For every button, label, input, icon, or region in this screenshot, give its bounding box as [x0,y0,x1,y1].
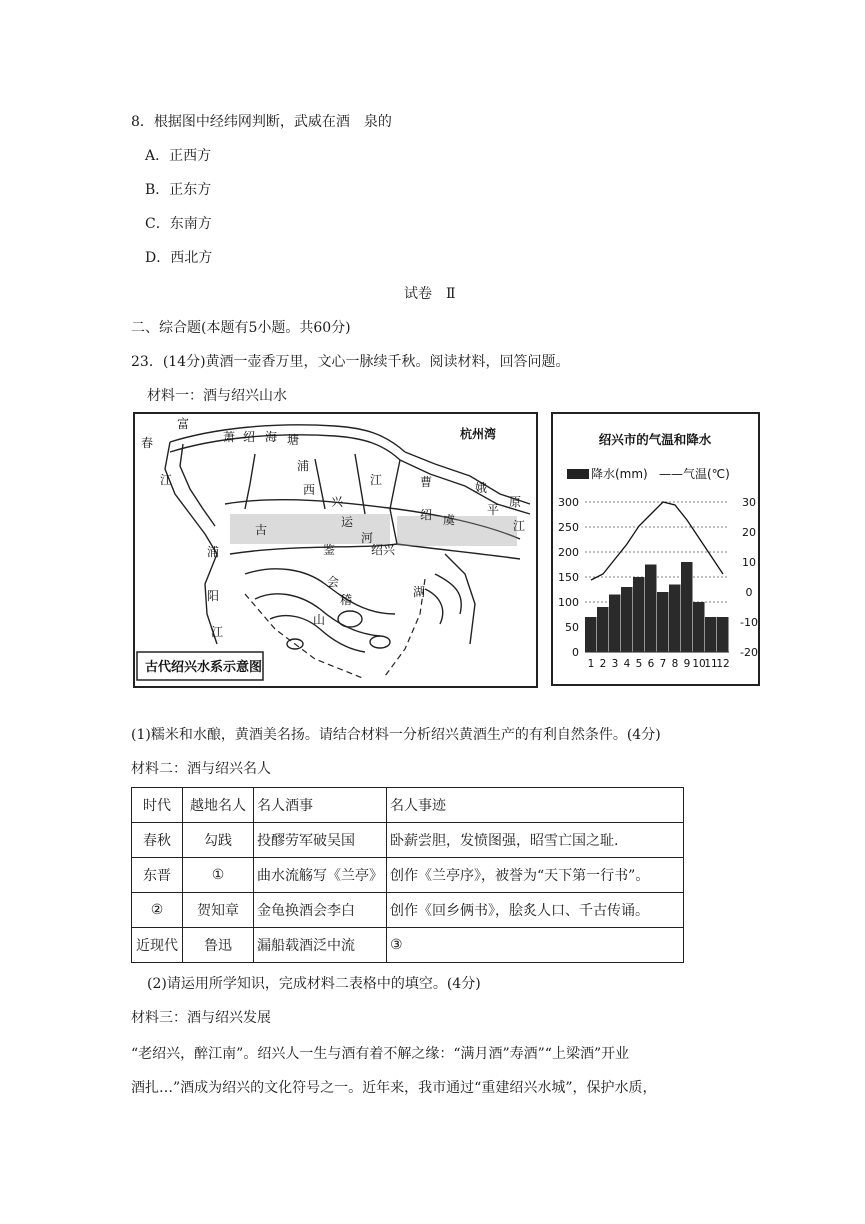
map-label-fu: 富 [177,417,190,431]
map-label-yuan: 原 [509,495,522,509]
y-left-tick-label: 100 [558,596,579,609]
legend-precip-swatch [567,469,589,479]
material3-paragraph-line2: 酒扎…”酒成为绍兴的文化符号之一。近年来，我市通过“重建绍兴水城”，保护水质， [131,1080,657,1096]
precip-bar [705,617,717,652]
y-left-tick-label: 50 [565,621,579,634]
material1-title: 材料一：酒与绍兴山水 [147,388,287,404]
table-cell: ③ [387,928,684,963]
map-label-cao: 曹 [420,475,433,489]
table-cell: 创作《回乡俩书》，脍炙人口、千古传诵。 [387,893,684,928]
q8-option-a: A．正西方 [145,148,212,164]
x-tick-label: 12 [716,658,730,670]
map-label-shao: 绍 [243,430,256,444]
table-cell: 金龟换酒会李白 [254,893,387,928]
precip-bar [693,602,705,652]
map-label-ping: 平 [487,503,500,517]
y-right-tick-label: 20 [742,526,756,539]
map-label-pu2: 浦 [297,459,310,473]
table-row [132,893,684,928]
precip-bar [681,562,693,652]
x-tick-label: 7 [659,658,667,670]
y-left-tick-label: 150 [558,571,579,584]
y-left-tick-label: 0 [572,646,579,659]
table-header: 名人酒事 [254,788,387,823]
celebrity-table [131,787,684,963]
x-tick-label: 4 [623,658,631,670]
table-cell: 勾践 [183,823,254,858]
map-label-hu: 湖 [413,585,426,599]
precip-bar [657,592,669,652]
map-label-xing: 兴 [331,495,344,509]
table-cell: ① [183,858,254,893]
table-cell: ② [132,893,183,928]
table-row [132,928,684,963]
map-label-jian: 鉴 [323,543,336,557]
x-tick-label: 3 [611,658,619,670]
q8-option-c: C．东南方 [145,216,212,232]
precip-bar [669,585,681,653]
q8-stem: 8．根据图中经纬网判断，武威在酒 泉的 [131,114,392,130]
material3-paragraph-line1: “老绍兴，醉江南”。绍兴人一生与酒有着不解之缘：“满月酒”寿酒”“上梁酒”开业 [131,1046,630,1062]
section2-heading: 二、综合题(本题有5小题。共60分) [131,320,351,336]
table-cell: 鲁迅 [183,928,254,963]
map-label-xiao: 萧 [223,430,236,444]
map-label-kuai: 会 [327,575,340,589]
x-tick-label: 8 [671,658,679,670]
map-label-shan: 山 [313,613,326,627]
y-left-tick-label: 250 [558,521,579,534]
x-tick-label: 10 [692,658,706,670]
table-header-row [132,788,684,823]
map-label-jiang4: 江 [513,519,526,533]
table-header: 越地名人 [183,788,254,823]
map-label-tang: 塘 [287,433,300,447]
x-tick-label: 9 [683,658,691,670]
table-cell: 投醪劳军破吴国 [254,823,387,858]
x-tick-label: 11 [704,658,718,670]
material3-title: 材料三：酒与绍兴发展 [131,1010,271,1026]
map-label-hai: 海 [265,430,278,444]
map-label-jiang1: 江 [160,473,173,487]
map-label-yu: 虞 [443,513,456,527]
legend-precip: 降水(mm) [591,467,648,481]
legend-temp: ——气温(℃) [659,467,730,481]
map-label-jiang3: 江 [370,473,383,487]
x-tick-label: 1 [587,658,595,670]
climate-chart-title: 绍兴市的气温和降水 [598,432,712,447]
map-label-xi: 西 [303,483,316,497]
table-row [132,858,684,893]
precip-bar [633,577,645,652]
map-label-chun: 春 [141,436,154,450]
y-right-tick-label: -20 [740,646,758,659]
precip-bar [585,617,597,652]
table-cell: 卧薪尝胆，发愤图强，昭雪亡国之耻. [387,823,684,858]
precip-bar [621,587,633,652]
precip-bar [717,617,729,652]
q23-sub1: (1)糯米和水酿，黄酒美名扬。请结合材料一分析绍兴黄酒生产的有利自然条件。(4分) [131,727,661,743]
table-cell: 曲水流觞写《兰亭》 [254,858,387,893]
map-label-shao2: 绍 [420,508,433,522]
table-cell: 贺知章 [183,893,254,928]
map-label-ji: 稽 [340,593,353,607]
x-tick-label: 5 [635,658,643,670]
y-right-tick-label: 0 [745,586,753,599]
q23-intro: 23．(14分)黄酒一壶香万里，文心一脉续千秋。阅读材料，回答问题。 [131,354,570,370]
y-right-tick-label: 10 [742,556,756,569]
map-label-e: 娥 [475,481,488,495]
map-label-gu: 古 [255,523,268,537]
map-label-hangzhou-bay: 杭州湾 [460,427,497,441]
y-left-tick-label: 200 [558,546,579,559]
map-label-yang1: 阳 [207,589,220,603]
climate-chart-svg [553,414,758,684]
table-cell: 漏船载酒泛中流 [254,928,387,963]
y-right-tick-label: 30 [742,496,756,509]
map-drawing [135,414,536,686]
x-tick-label: 2 [599,658,607,670]
climate-chart [551,412,760,686]
q23-sub2: (2)请运用所学知识，完成材料二表格中的填空。(4分) [147,976,481,992]
precip-bar [645,565,657,653]
table-cell: 春秋 [132,823,183,858]
precip-bar [609,595,621,653]
material2-title: 材料二：酒与绍兴名人 [131,761,271,777]
table-cell: 创作《兰亭序》，被誉为“天下第一行书”。 [387,858,684,893]
table-cell: 东晋 [132,858,183,893]
map-label-jiang2: 江 [211,625,224,639]
map-caption: 古代绍兴水系示意图 [145,660,263,675]
x-tick-label: 6 [647,658,655,670]
map-label-yun: 运 [341,515,354,529]
table-header: 名人事迹 [387,788,684,823]
y-left-tick-label: 300 [558,496,579,509]
table-cell: 近现代 [132,928,183,963]
map-label-he: 河 [361,531,374,545]
water-system-map [133,412,538,688]
table-header: 时代 [132,788,183,823]
y-right-tick-label: -10 [740,616,758,629]
climate-plot-area [558,496,758,670]
paper2-title: 试卷 Ⅱ [404,286,456,302]
q8-option-b: B．正东方 [145,182,212,198]
temperature-line [591,502,723,580]
precip-bar [597,607,609,652]
map-label-pu1: 浦 [207,545,220,559]
map-label-shaoxing: 绍兴 [371,543,396,557]
q8-option-d: D．西北方 [145,250,213,266]
table-row [132,823,684,858]
